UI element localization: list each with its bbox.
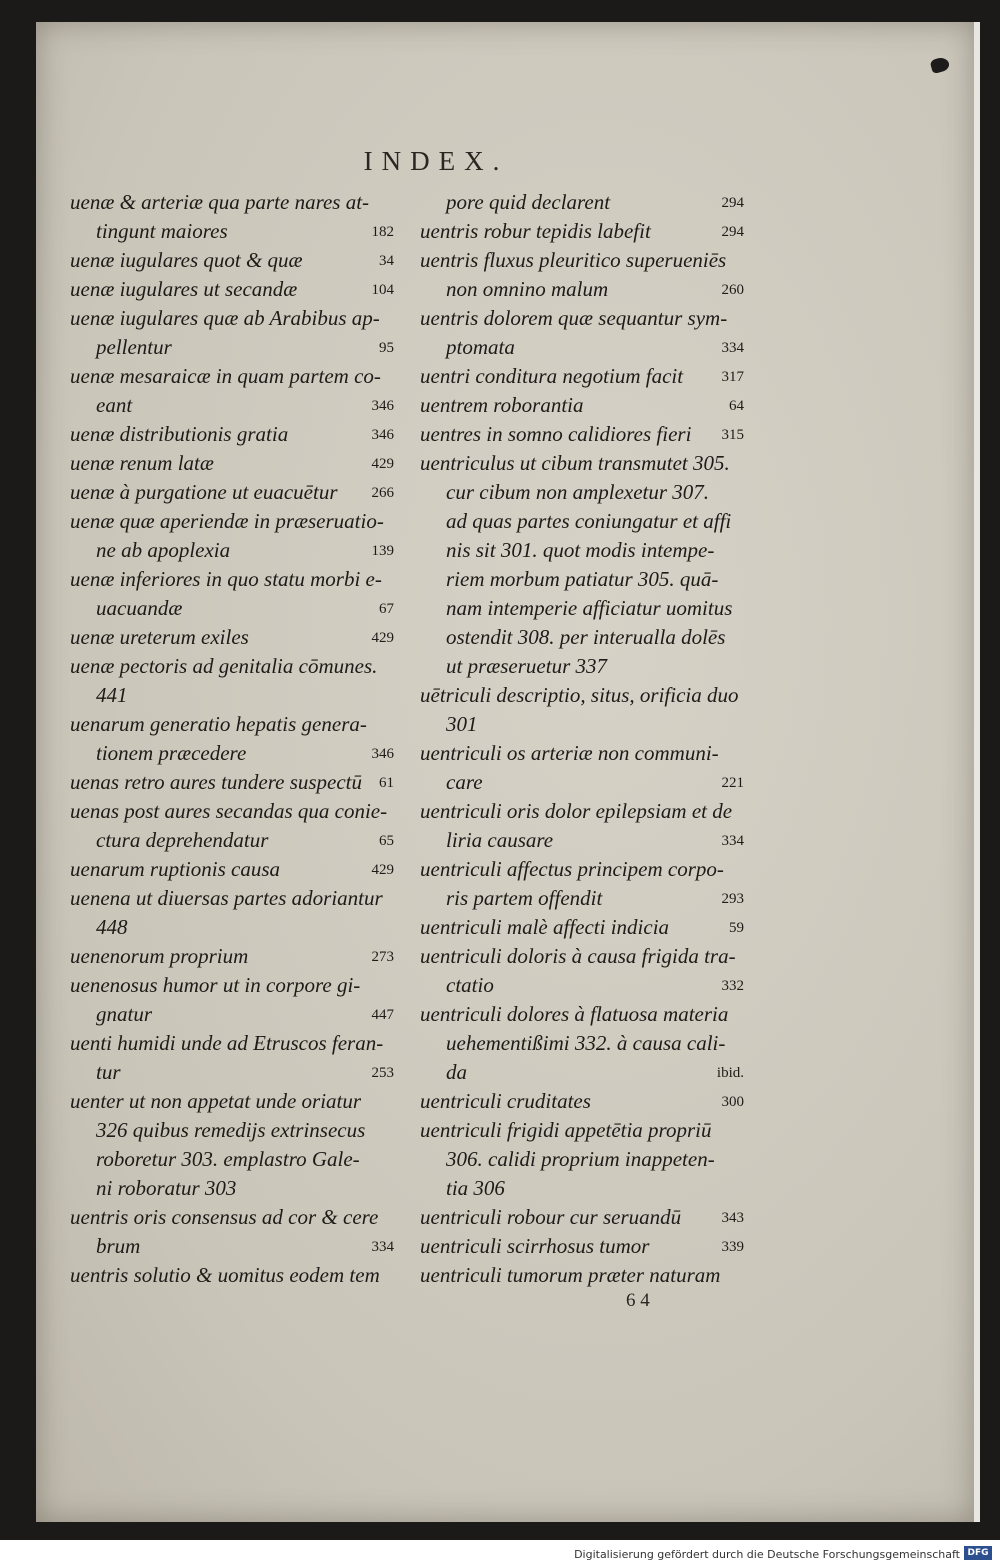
page-reference: 34 — [379, 253, 394, 269]
index-entry-line — [70, 652, 400, 681]
index-entry-text: uentriculi affectus principem corpo- — [420, 857, 724, 881]
index-entry-text: pellentur — [96, 335, 172, 359]
index-entry-line — [420, 913, 750, 942]
index-entry-text: uenæ iugulares quæ ab Arabibus ap- — [70, 306, 380, 330]
index-entry-text: uenæ iugulares ut secandæ — [70, 277, 298, 301]
index-entry-text: uentriculi scirrhosus tumor — [420, 1234, 650, 1258]
page-reference: 315 — [721, 427, 744, 443]
index-entry-line — [420, 449, 750, 478]
index-entry-text: eant — [96, 393, 133, 417]
index-entry-text: ctura deprehendatur — [96, 828, 269, 852]
index-entry-line — [420, 971, 750, 1000]
index-entry-line — [420, 855, 750, 884]
index-entry-text: uenarum generatio hepatis genera- — [70, 712, 367, 736]
index-entry-line — [70, 826, 400, 855]
page-reference: 266 — [371, 485, 394, 501]
index-entry-line — [70, 391, 400, 420]
running-head: INDEX. — [363, 146, 509, 176]
page-reference: 59 — [729, 920, 744, 936]
index-entry-text: uentriculi frigidi appetētia propriū — [420, 1118, 712, 1142]
page-reference: ibid. — [716, 1065, 744, 1081]
index-entry-text: uentris fluxus pleuritico superueniēs — [420, 248, 727, 272]
book-page — [36, 22, 980, 1522]
index-entry-line — [70, 1058, 400, 1087]
index-entry-line — [70, 565, 400, 594]
index-entry-text: uenæ ureterum exiles — [70, 625, 249, 649]
index-entry-line — [420, 797, 750, 826]
page-reference: 294 — [721, 195, 744, 211]
index-entry-text: uenas post aures secandas qua conie- — [70, 799, 388, 823]
index-entry-text: cur cibum non amplexetur 307. — [446, 480, 710, 504]
index-entry-text: nam intemperie afficiatur uomitus — [446, 596, 733, 620]
index-entry-line — [420, 1174, 750, 1203]
index-entry-text: non omnino malum — [446, 277, 609, 301]
index-entry-line — [70, 246, 400, 275]
index-entry-text: tia 306 — [446, 1176, 505, 1200]
index-entry-line — [70, 942, 400, 971]
page-reference: 346 — [371, 427, 394, 443]
index-entry-line — [420, 1087, 750, 1116]
index-entry-line — [420, 1203, 750, 1232]
index-entry-line — [70, 217, 400, 246]
index-entry-text: riem morbum patiatur 305. quā- — [446, 567, 719, 591]
index-entry-line — [70, 971, 400, 1000]
index-entry-line — [70, 420, 400, 449]
index-entry-line — [70, 275, 400, 304]
index-entry-text: uentriculi malè affecti indicia — [420, 915, 670, 939]
page-reference: 317 — [721, 369, 744, 385]
index-entry-line — [420, 942, 750, 971]
index-entry-text: care — [446, 770, 483, 794]
signature-mark: 6 4 — [626, 1290, 650, 1311]
index-entry-text: uenenorum proprium — [70, 944, 249, 968]
index-entry-line — [420, 739, 750, 768]
index-entry-line — [70, 884, 400, 913]
page-reference: 334 — [721, 833, 744, 849]
index-entry-text: uenti humidi unde ad Etruscos feran- — [70, 1031, 384, 1055]
index-entry-line — [70, 1116, 400, 1145]
index-entry-line — [70, 739, 400, 768]
page-reference: 260 — [721, 282, 744, 298]
index-entry-line — [420, 652, 750, 681]
index-entry-text: 306. calidi proprium inappeten- — [446, 1147, 715, 1171]
index-entry-text: uentriculi tumorum præter naturam — [420, 1263, 721, 1287]
index-entry-line — [420, 333, 750, 362]
page-reference: 334 — [371, 1239, 394, 1255]
index-entry-text: 326 quibus remedijs extrinsecus — [96, 1118, 366, 1142]
index-entry-line — [70, 710, 400, 739]
ink-blot — [929, 56, 950, 74]
index-entry-text: 441 — [96, 683, 128, 707]
index-entry-line — [70, 507, 400, 536]
index-entry-line — [70, 333, 400, 362]
page-reference: 294 — [721, 224, 744, 240]
index-entry-line — [420, 507, 750, 536]
index-entry-text: uentriculi robour cur seruandū — [420, 1205, 682, 1229]
index-entry-text: uenas retro aures tundere suspectū — [70, 770, 363, 794]
index-entry-text: ni roboratur 303 — [96, 1176, 237, 1200]
index-entry-line — [70, 1087, 400, 1116]
index-entry-line — [70, 768, 400, 797]
index-entry-line — [70, 304, 400, 333]
index-entry-line — [70, 913, 400, 942]
index-entry-line — [420, 681, 750, 710]
index-entry-line — [420, 478, 750, 507]
index-entry-text: ptomata — [446, 335, 515, 359]
index-entry-line — [420, 768, 750, 797]
index-entry-line — [70, 1261, 400, 1290]
index-entry-line — [420, 1232, 750, 1261]
index-entry-text: uenæ quæ aperiendæ in præseruatio- — [70, 509, 384, 533]
index-entry-line — [70, 1232, 400, 1261]
index-entry-text: uentris robur tepidis labefit — [420, 219, 651, 243]
index-entry-text: 448 — [96, 915, 128, 939]
index-entry-line — [70, 1000, 400, 1029]
index-entry-line — [420, 362, 750, 391]
index-entry-text: ris partem offendit — [446, 886, 603, 910]
index-entry-text: ctatio — [446, 973, 494, 997]
index-entry-line — [420, 1145, 750, 1174]
index-entry-line — [420, 884, 750, 913]
index-entry-text: uentris dolorem quæ sequantur sym- — [420, 306, 728, 330]
index-entry-line — [420, 826, 750, 855]
index-entry-line — [420, 565, 750, 594]
index-column-left — [70, 188, 400, 1290]
index-entry-text: uenæ pectoris ad genitalia cōmunes. — [70, 654, 378, 678]
index-entry-text: gnatur — [96, 1002, 153, 1026]
index-entry-line — [70, 188, 400, 217]
index-entry-text: uenæ inferiores in quo statu morbi e- — [70, 567, 382, 591]
index-entry-text: uenæ mesaraicæ in quam partem co- — [70, 364, 381, 388]
index-entry-text: ad quas partes coniungatur et affi — [446, 509, 732, 533]
index-entry-text: uenæ renum latæ — [70, 451, 214, 475]
page-reference: 253 — [371, 1065, 394, 1081]
index-entry-text: ut præseruetur 337 — [446, 654, 608, 678]
index-entry-text: uentris oris consensus ad cor & cere — [70, 1205, 379, 1229]
page-reference: 429 — [371, 456, 394, 472]
index-entry-line — [70, 1029, 400, 1058]
index-entry-line — [70, 449, 400, 478]
page-reference: 65 — [379, 833, 394, 849]
index-entry-line — [70, 536, 400, 565]
page-reference: 300 — [721, 1094, 744, 1110]
index-entry-line — [70, 623, 400, 652]
index-entry-text: uenena ut diuersas partes adoriantur — [70, 886, 383, 910]
index-entry-text: ostendit 308. per interualla dolēs — [446, 625, 726, 649]
index-entry-text: uenter ut non appetat unde oriatur — [70, 1089, 362, 1113]
index-entry-text: uenæ à purgatione ut euacuētur — [70, 480, 338, 504]
page-reference: 332 — [721, 978, 744, 994]
index-entry-line — [70, 478, 400, 507]
index-entry-text: ne ab apoplexia — [96, 538, 231, 562]
index-entry-text: uētriculi descriptio, situs, orificia duo — [420, 683, 739, 707]
index-entry-line — [70, 362, 400, 391]
index-entry-line — [420, 1029, 750, 1058]
page-reference: 343 — [721, 1210, 744, 1226]
index-entry-text: nis sit 301. quot modis intempe- — [446, 538, 715, 562]
index-entry-text: uentriculi oris dolor epilepsiam et de — [420, 799, 733, 823]
page-reference: 61 — [379, 775, 394, 791]
index-entry-text: brum — [96, 1234, 141, 1258]
page-reference: 139 — [371, 543, 394, 559]
index-entry-line — [420, 391, 750, 420]
page-reference: 104 — [371, 282, 394, 298]
index-entry-line — [420, 623, 750, 652]
index-entry-line — [420, 304, 750, 333]
page-reference: 221 — [721, 775, 744, 791]
index-entry-text: liria causare — [446, 828, 554, 852]
page-reference: 429 — [371, 630, 394, 646]
index-entry-line — [70, 1145, 400, 1174]
index-entry-text: roboretur 303. emplastro Gale- — [96, 1147, 360, 1171]
index-entry-line — [70, 681, 400, 710]
index-entry-text: uentriculi os arteriæ non communi- — [420, 741, 719, 765]
index-entry-text: uenenosus humor ut in corpore gi- — [70, 973, 361, 997]
index-entry-line — [420, 1058, 750, 1087]
index-entry-line — [420, 217, 750, 246]
index-entry-text: uacuandæ — [96, 596, 183, 620]
index-entry-line — [70, 594, 400, 623]
index-entry-text: uehementißimi 332. à causa cali- — [446, 1031, 726, 1055]
index-entry-text: uentres in somno calidiores fieri — [420, 422, 692, 446]
index-entry-line — [420, 1116, 750, 1145]
page-reference: 182 — [371, 224, 394, 240]
index-entry-line — [70, 1174, 400, 1203]
index-entry-text: uenæ & arteriæ qua parte nares at- — [70, 190, 370, 214]
index-entry-line — [70, 855, 400, 884]
index-entry-text: uentriculi dolores à flatuosa materia — [420, 1002, 729, 1026]
index-entry-line — [420, 536, 750, 565]
index-entry-text: uentriculi doloris à causa frigida tra- — [420, 944, 736, 968]
index-entry-text: uentriculi cruditates — [420, 1089, 591, 1113]
index-entry-line — [420, 1000, 750, 1029]
page-reference: 273 — [371, 949, 394, 965]
index-entry-text: 301 — [446, 712, 478, 736]
index-entry-text: uentrem roborantia — [420, 393, 584, 417]
index-entry-text: uentriculus ut cibum transmutet 305. — [420, 451, 730, 475]
index-entry-line — [420, 275, 750, 304]
page-reference: 95 — [379, 340, 394, 356]
index-entry-line — [420, 1261, 750, 1290]
index-entry-text: tingunt maiores — [96, 219, 228, 243]
page-reference: 293 — [721, 891, 744, 907]
index-entry-line — [420, 594, 750, 623]
page-reference: 339 — [721, 1239, 744, 1255]
dfg-logo: DFG — [964, 1546, 992, 1560]
page-reference: 346 — [371, 746, 394, 762]
page-reference: 346 — [371, 398, 394, 414]
index-entry-text: uenæ distributionis gratia — [70, 422, 289, 446]
index-entry-text: uentri conditura negotium facit — [420, 364, 684, 388]
index-entry-line — [420, 188, 750, 217]
page-reference: 334 — [721, 340, 744, 356]
index-entry-line — [420, 710, 750, 739]
page-reference: 64 — [729, 398, 744, 414]
page-reference: 447 — [371, 1007, 394, 1023]
index-entry-line — [70, 1203, 400, 1232]
index-entry-text: tionem præcedere — [96, 741, 247, 765]
index-entry-text: uentris solutio & uomitus eodem tem — [70, 1263, 380, 1287]
index-entry-line — [420, 246, 750, 275]
page-reference: 429 — [371, 862, 394, 878]
index-entry-line — [70, 797, 400, 826]
digitization-credit: Digitalisierung gefördert durch die Deutsche Forschungsgemeinschaft — [574, 1548, 960, 1561]
index-entry-line — [420, 420, 750, 449]
page-reference: 67 — [379, 601, 394, 617]
index-entry-text: uenæ iugulares quot & quæ — [70, 248, 303, 272]
index-column-right — [420, 188, 750, 1290]
index-entry-text: pore quid declarent — [446, 190, 611, 214]
index-entry-text: tur — [96, 1060, 121, 1084]
index-entry-text: uenarum ruptionis causa — [70, 857, 280, 881]
index-entry-text: da — [446, 1060, 467, 1084]
